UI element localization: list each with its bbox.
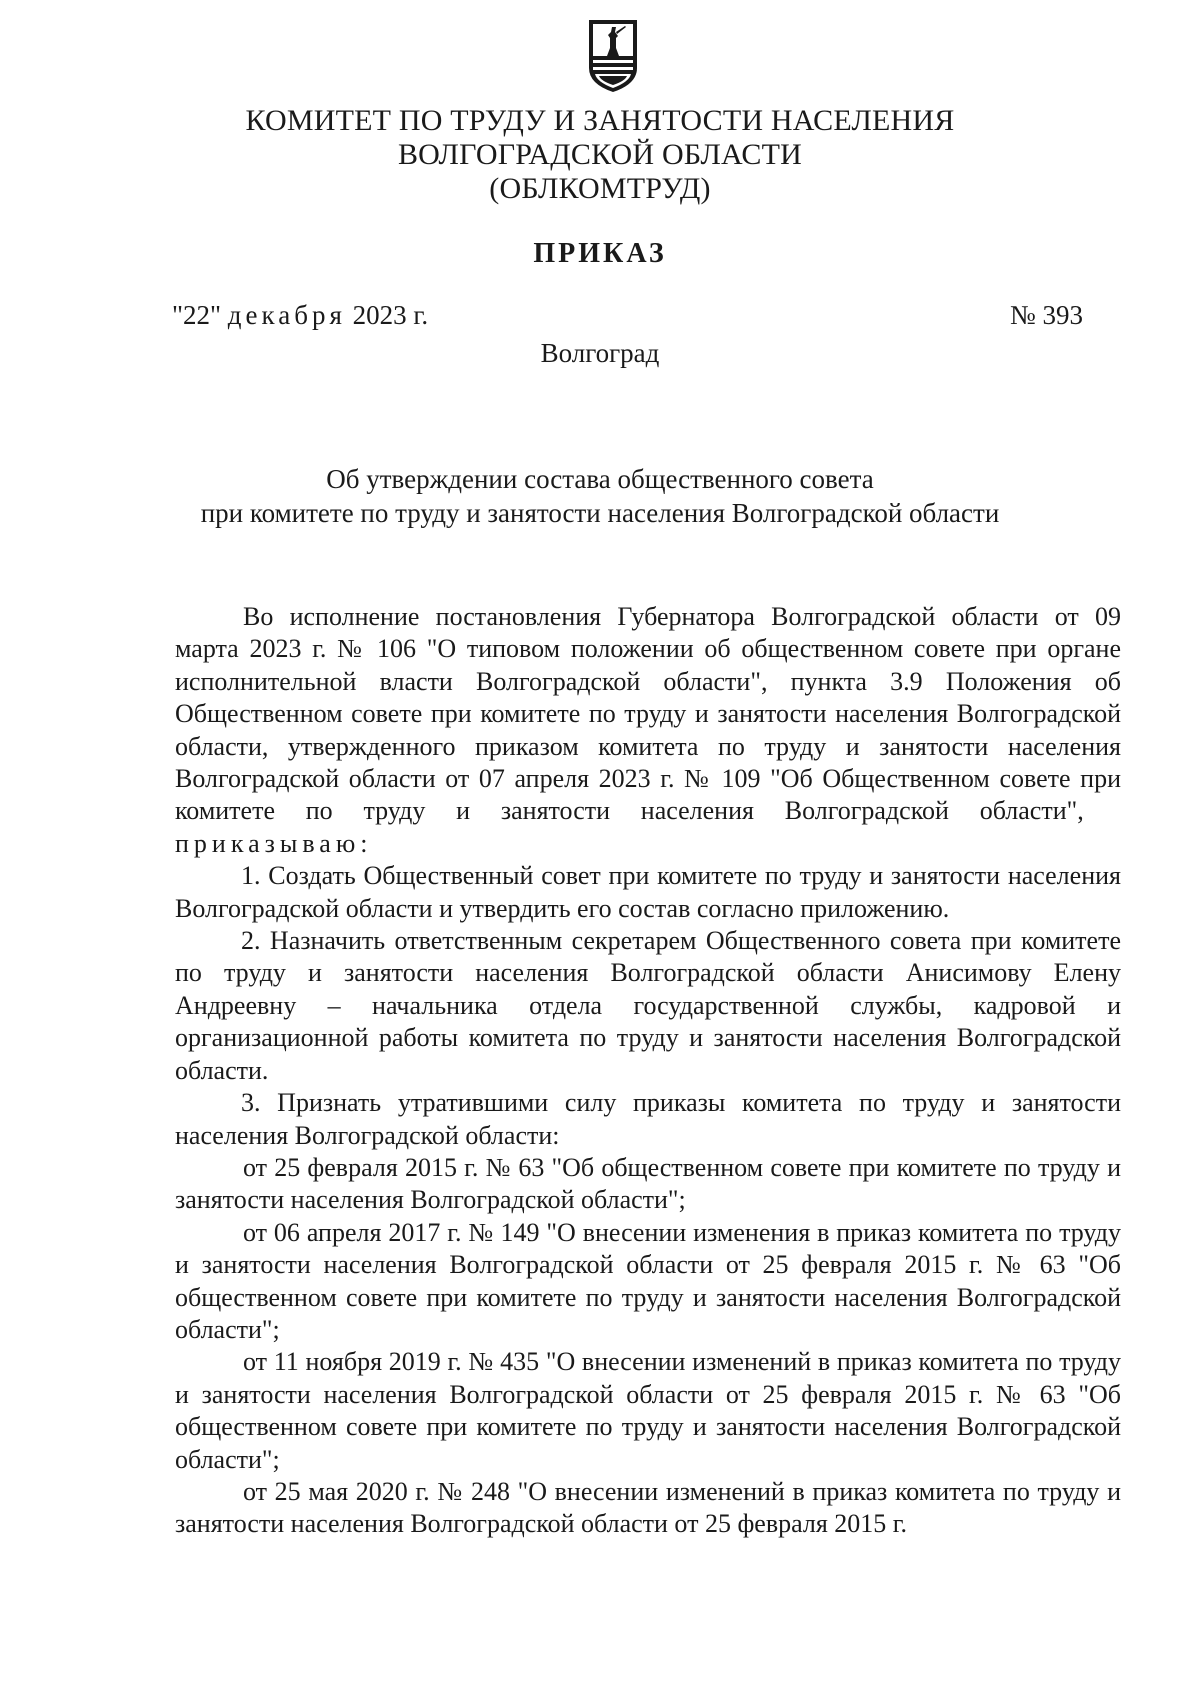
order-date	[172, 300, 428, 331]
org-name-line3: (ОБЛКОМТРУД)	[489, 172, 711, 205]
order-body	[175, 601, 1121, 1541]
subject-line2: при комитете по труду и занятости населения Волгоградской области	[200, 498, 1000, 528]
item-2-paragraph: 2. Назначить ответственным секретарем Общественного совета при комитете по труду и занятости населения Волгоградской области Анисимову Елену Андреевну – начальника отдела государственной службы, кадровой и организационной работы комитета по труду и занятости населения Волгоградской области.	[175, 926, 1121, 1085]
order-word: приказываю:	[175, 828, 373, 858]
order-subject	[150, 462, 1050, 530]
item-3-sub-2-paragraph: от 06 апреля 2017 г. № 149 "О внесении изменения в приказ комитета по труду и занятости населения Волгоградской области от 25 февраля 2015 г. № 63 "Об общественном совете при комитете по труду и занятости населения Волгоградской области";	[175, 1217, 1121, 1344]
order-date-month: декабря	[227, 300, 346, 330]
org-name-line2: ВОЛГОГРАДСКОЙ ОБЛАСТИ	[397, 138, 803, 171]
order-city: Волгоград	[540, 338, 660, 368]
organization-header	[180, 104, 1020, 206]
volgograd-coat-of-arms-icon	[585, 18, 641, 94]
item-3-sub-4-paragraph: от 25 мая 2020 г. № 248 "О внесении изменений в приказ комитета по труду и занятости населения Волгоградской области от 25 февраля 2015 г.	[175, 1476, 1121, 1539]
order-title: ПРИКАЗ	[533, 238, 667, 269]
subject-line1: Об утверждении состава общественного совета	[326, 464, 874, 494]
order-number: № 393	[1010, 300, 1084, 330]
preamble-paragraph	[175, 601, 1121, 860]
item-3-sub-3-paragraph: от 11 ноября 2019 г. № 435 "О внесении изменений в приказ комитета по труду и занятости населения Волгоградской области от 25 февраля 2015 г. № 63 "Об общественном совете при комитете по труду и занятости населения Волгоградской области";	[175, 1347, 1121, 1474]
org-name-line1: КОМИТЕТ ПО ТРУДУ И ЗАНЯТОСТИ НАСЕЛЕНИЯ	[245, 104, 955, 137]
order-date-year: 2023 г.	[352, 300, 429, 330]
item-1-paragraph: 1. Создать Общественный совет при комитете по труду и занятости населения Волгоградской области и утвердить его состав согласно приложению.	[175, 861, 1121, 923]
order-date-day: "22"	[172, 300, 222, 330]
item-3-sub-1-paragraph: от 25 февраля 2015 г. № 63 "Об общественном совете при комитете по труду и занятости населения Волгоградской области";	[175, 1152, 1121, 1215]
item-3-paragraph: 3. Признать утратившими силу приказы комитета по труду и занятости населения Волгоградской области:	[175, 1088, 1121, 1150]
preamble-text: Во исполнение постановления Губернатора Волгоградской области от 09 марта 2023 г. № 106 "О типовом положении об общественном совете при органе исполнительной власти Волгоградской области", пункта 3.9 Положения об Общественном совете при комитете по труду и занятости населения Волгоградской области, утвержденного приказом комитета по труду и занятости населения Волгоградской области от 07 апреля 2023 г. № 109 "Об Общественном совете при комитете по труду и занятости населения Волгоградской области",	[175, 602, 1121, 826]
